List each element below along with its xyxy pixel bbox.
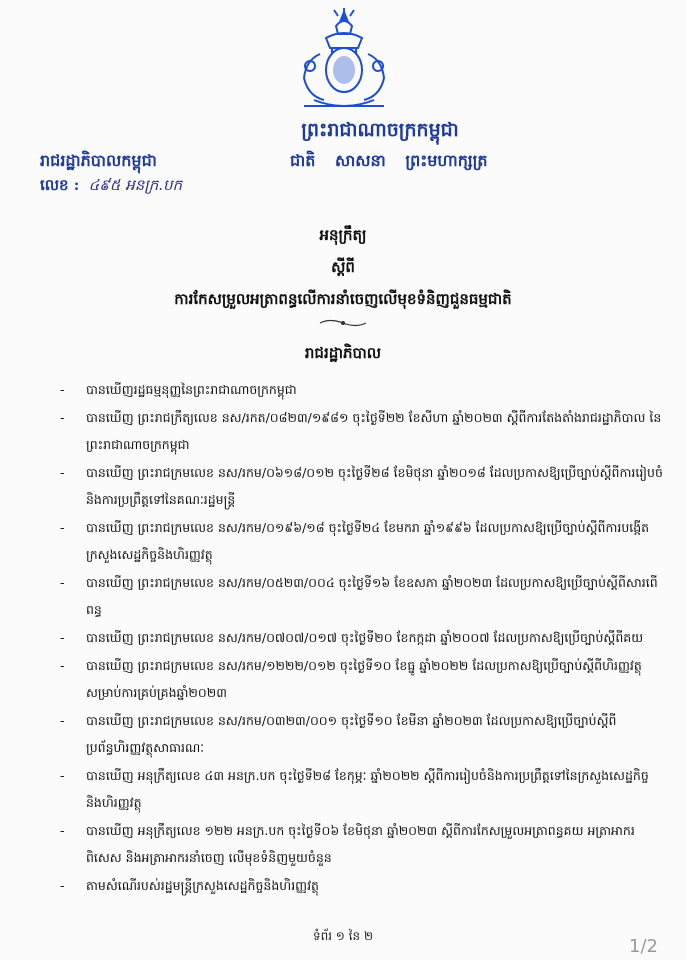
list-item: - បានឃើញ ព្រះរាជក្រឹត្យលេខ នស/រកត/០៨២៣/១៩៨១ ចុះថ្ងៃទី២២ ខែសីហា ឆ្នាំ២០២៣ ស្ដីពីការតែងតាំងរាជរដ្ឋាភិបាល នៃព្រះរាជាណាចក្រកម្ពុជា — [60, 404, 670, 458]
document-about: ស្ដីពី — [331, 258, 355, 276]
national-motto: ជាតិ សាសនា ព្រះមហាក្សត្រ — [290, 151, 488, 170]
preamble-list — [60, 376, 670, 900]
list-item: - បានឃើញ ព្រះរាជក្រមលេខ នស/រកម/១២២២/០១២ ចុះថ្ងៃទី១០ ខែធ្នូ ឆ្នាំ២០២២ ដែលប្រកាសឱ្យប្រើច្បាប់ស្ដីពីហិរញ្ញវត្ថុសម្រាប់ការគ្រប់គ្រងឆ្នាំ២០២៣ — [60, 652, 670, 706]
title-ornament-icon — [318, 318, 368, 328]
list-item: - តាមសំណើរបស់រដ្ឋមន្ត្រីក្រសួងសេដ្ឋកិច្ចនិងហិរញ្ញវត្ថុ — [60, 872, 670, 899]
document-type: អនុក្រឹត្យ — [319, 226, 367, 244]
issuer-heading: រាជរដ្ឋាភិបាល — [304, 344, 382, 362]
kingdom-title: ព្រះរាជាណាចក្រកម្ពុជា — [301, 119, 459, 141]
list-item: - បានឃើញ អនុក្រឹត្យលេខ ៤៣ អនក្រ.បក ចុះថ្ងៃទី២៨ ខែកុម្ភៈ ឆ្នាំ២០២២ ស្ដីពីការរៀបចំនិងការប្រព្រឹត្តទៅនៃក្រសួងសេដ្ឋកិច្ចនិងហិរញ្ញវត្ថុ — [60, 762, 670, 816]
reference-value: ៤៩៥ អនក្រ.បក — [88, 176, 183, 194]
document-subject: ការកែសម្រួលអត្រាពន្ធលើការនាំចេញលើមុខទំនិញជួនធម្មជាតិ — [174, 290, 512, 308]
reference-number — [40, 176, 182, 198]
list-item: - បានឃើញ ព្រះរាជក្រមលេខ នស/រកម/០៣២៣/០០១ ចុះថ្ងៃទី១០ ខែមីនា ឆ្នាំ២០២៣ ដែលប្រកាសឱ្យប្រើច្បាប់ស្ដីពីប្រព័ន្ធហិរញ្ញវត្ថុសាធារណៈ — [60, 707, 670, 761]
list-item: - បានឃើញ ព្រះរាជក្រមលេខ នស/រកម/០៦១៨/០១២ ចុះថ្ងៃទី២៨ ខែមិថុនា ឆ្នាំ២០១៨ ដែលប្រកាសឱ្យប្រើច្បាប់ស្ដីពីការរៀបចំនិងការប្រព្រឹត្តទៅនៃគណៈរដ្ឋមន្ត្រី — [60, 459, 670, 513]
list-item: - បានឃើញ ព្រះរាជក្រមលេខ នស/រកម/០១៩៦/១៨ ចុះថ្ងៃទី២៤ ខែមករា ឆ្នាំ១៩៩៦ ដែលប្រកាសឱ្យប្រើច្បាប់ស្ដីពីការបង្កើតក្រសួងសេដ្ឋកិច្ចនិងហិរញ្ញវត្ថុ — [60, 514, 670, 568]
viewer-page-indicator[interactable]: 1/2 — [629, 936, 658, 957]
list-item: - បានឃើញរដ្ឋធម្មនុញ្ញនៃព្រះរាជាណាចក្រកម្ពុជា — [60, 376, 670, 403]
reference-label: លេខ : — [40, 176, 80, 194]
list-item: - បានឃើញ ព្រះរាជក្រមលេខ នស/រកម/០៥២៣/០០៤ ចុះថ្ងៃទី១៦ ខែឧសភា ឆ្នាំ២០២៣ ដែលប្រកាសឱ្យប្រើច្បាប់ស្ដីពីសារពើពន្ធ — [60, 569, 670, 623]
list-item: - បានឃើញ ព្រះរាជក្រមលេខ នស/រកម/០៧០៧/០១៧ ចុះថ្ងៃទី២០ ខែកក្កដា ឆ្នាំ២០០៧ ដែលប្រកាសឱ្យប្រើច្បាប់ស្ដីពីគយ — [60, 624, 670, 651]
list-item: - បានឃើញ អនុក្រឹត្យលេខ ១២២ អនក្រ.បក ចុះថ្ងៃទី០៦ ខែមិថុនា ឆ្នាំ២០២៣ ស្ដីពីការកែសម្រួលអត្រាពន្ធគយ អត្រាអាករពិសេស និងអត្រាអាករនាំចេញ លើមុខទំនិញមួយចំនួន — [60, 817, 670, 871]
page-number: ទំព័រ ១ នៃ ២ — [312, 929, 374, 943]
royal-coat-of-arms-emblem — [284, 8, 404, 118]
government-name: រាជរដ្ឋាភិបាលកម្ពុជា — [40, 151, 157, 170]
